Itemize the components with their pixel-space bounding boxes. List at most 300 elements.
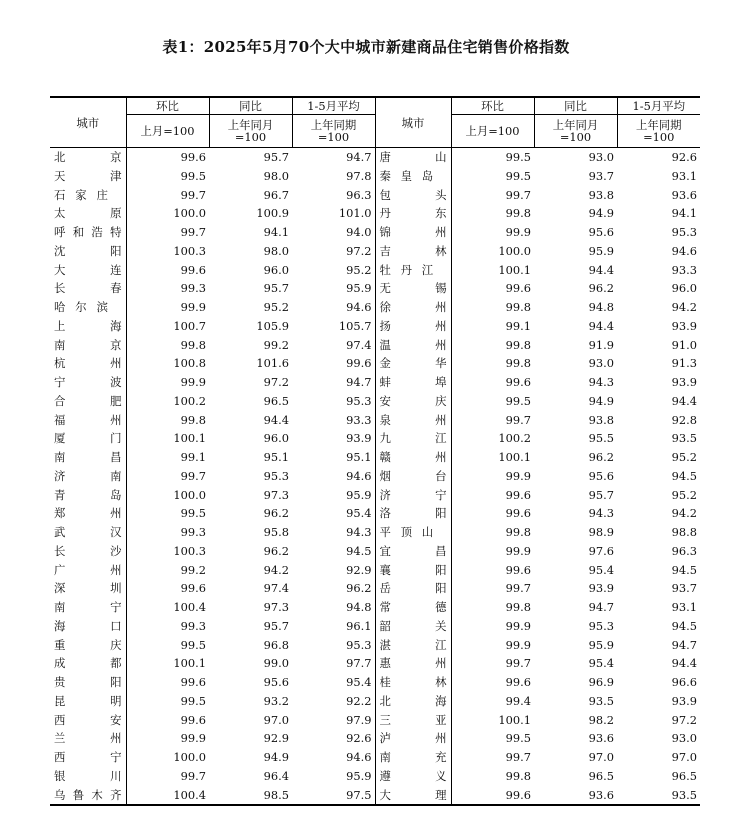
index-tb: 97.6 xyxy=(588,543,614,558)
index-avg: 92.8 xyxy=(671,412,697,427)
index-avg: 93.1 xyxy=(671,600,697,614)
table-row xyxy=(50,767,700,786)
city-name xyxy=(375,392,451,411)
header-tb-right: 同比 xyxy=(534,97,617,115)
index-avg: 92.2 xyxy=(292,692,375,711)
city-name xyxy=(375,148,451,167)
city-name-text: 温 州 xyxy=(379,337,447,352)
city-name-text: 合 肥 xyxy=(54,393,122,408)
city-name xyxy=(375,673,451,692)
index-hb: 99.9 xyxy=(451,542,534,561)
city-name xyxy=(50,767,126,786)
city-name xyxy=(50,411,126,430)
index-hb: 100.1 xyxy=(451,711,534,730)
index-hb: 99.3 xyxy=(126,523,209,542)
city-name-text: 扬 州 xyxy=(379,318,447,333)
index-tb: 95.7 xyxy=(263,281,289,296)
city-name xyxy=(375,748,451,767)
index-avg: 94.7 xyxy=(671,637,697,652)
index-tb: 93.6 xyxy=(534,786,617,806)
header-avg-sub-right: 上年同期 =100 xyxy=(617,115,700,148)
table-body xyxy=(50,148,700,806)
index-avg: 92.6 xyxy=(671,150,697,164)
city-name xyxy=(375,636,451,655)
city-name xyxy=(375,186,451,205)
index-hb: 99.5 xyxy=(126,692,209,711)
city-name-text: 贵 阳 xyxy=(54,675,122,689)
index-tb: 95.9 xyxy=(588,243,614,258)
index-tb: 96.2 xyxy=(263,543,289,558)
index-avg: 97.2 xyxy=(292,242,375,261)
index-tb: 98.2 xyxy=(588,712,614,727)
index-tb: 95.9 xyxy=(588,637,614,652)
city-name-text: 泉 州 xyxy=(379,412,447,427)
city-name-text: 金 华 xyxy=(379,356,447,371)
index-avg: 94.7 xyxy=(292,148,375,167)
index-hb: 99.5 xyxy=(451,729,534,748)
index-tb: 93.0 xyxy=(588,150,614,164)
city-name xyxy=(375,167,451,186)
index-hb: 99.6 xyxy=(451,279,534,298)
index-avg: 94.4 xyxy=(671,393,697,408)
city-name xyxy=(375,204,451,223)
city-name xyxy=(50,448,126,467)
index-avg: 96.5 xyxy=(671,768,697,783)
index-hb: 99.7 xyxy=(126,467,209,486)
city-name-text: 长 沙 xyxy=(54,543,122,558)
city-name-text: 呼 和 浩 特 xyxy=(54,225,122,239)
city-name xyxy=(375,504,451,523)
city-name-text: 济 南 xyxy=(54,468,122,483)
city-name xyxy=(375,767,451,786)
index-hb: 99.8 xyxy=(451,336,534,355)
price-index-table xyxy=(50,96,700,806)
index-hb: 99.5 xyxy=(451,392,534,411)
index-tb: 95.3 xyxy=(263,468,289,483)
city-name xyxy=(50,673,126,692)
city-name xyxy=(375,561,451,580)
index-tb: 93.5 xyxy=(588,693,614,708)
city-name xyxy=(50,729,126,748)
index-tb: 95.7 xyxy=(263,150,289,164)
index-tb: 95.6 xyxy=(588,468,614,483)
index-avg: 91.3 xyxy=(671,356,697,371)
city-name xyxy=(50,467,126,486)
city-name xyxy=(50,561,126,580)
city-name xyxy=(50,242,126,261)
index-avg: 96.2 xyxy=(292,579,375,598)
index-avg: 94.6 xyxy=(292,298,375,317)
city-name xyxy=(375,617,451,636)
index-avg: 99.6 xyxy=(292,354,375,373)
city-name-text: 韶 关 xyxy=(379,618,447,633)
city-name-text: 宁 波 xyxy=(54,375,122,389)
index-tb: 93.6 xyxy=(588,731,614,746)
index-hb: 99.7 xyxy=(451,186,534,205)
index-tb: 94.3 xyxy=(588,375,614,389)
index-tb: 93.9 xyxy=(588,581,614,596)
index-hb: 100.0 xyxy=(126,486,209,505)
city-name xyxy=(375,542,451,561)
index-hb: 99.8 xyxy=(451,523,534,542)
city-name-text: 常 德 xyxy=(379,600,447,614)
index-hb: 99.4 xyxy=(451,692,534,711)
table-row xyxy=(50,692,700,711)
index-avg: 95.2 xyxy=(671,450,697,464)
header-hb-sub-left: 上月=100 xyxy=(126,115,209,148)
index-tb: 94.4 xyxy=(588,318,614,333)
table-row xyxy=(50,598,700,617)
index-tb: 94.1 xyxy=(263,225,289,239)
index-avg: 95.3 xyxy=(292,392,375,411)
table-row xyxy=(50,448,700,467)
index-tb: 95.2 xyxy=(263,300,289,314)
index-hb: 99.7 xyxy=(126,186,209,205)
index-avg: 95.9 xyxy=(292,279,375,298)
header-city-left: 城市 xyxy=(50,97,126,148)
index-avg: 94.8 xyxy=(292,598,375,617)
index-hb: 100.1 xyxy=(126,429,209,448)
city-name-text: 桂 林 xyxy=(379,675,447,689)
index-avg: 95.4 xyxy=(292,673,375,692)
index-tb: 97.4 xyxy=(263,581,289,596)
city-name xyxy=(50,692,126,711)
index-tb: 97.3 xyxy=(263,487,289,502)
index-tb: 97.2 xyxy=(263,375,289,389)
city-name-text: 昆 明 xyxy=(54,693,122,708)
city-name-text: 大 连 xyxy=(54,262,122,277)
city-name xyxy=(375,261,451,280)
header-city-right: 城市 xyxy=(375,97,451,148)
city-name xyxy=(375,317,451,336)
city-name-text: 南 宁 xyxy=(54,600,122,614)
city-name xyxy=(50,392,126,411)
index-hb: 99.8 xyxy=(451,767,534,786)
index-hb: 99.8 xyxy=(126,336,209,355)
index-avg: 92.9 xyxy=(292,561,375,580)
index-avg: 94.4 xyxy=(671,656,697,671)
index-hb: 99.5 xyxy=(126,636,209,655)
index-avg: 92.6 xyxy=(292,729,375,748)
index-tb: 97.0 xyxy=(263,712,289,727)
index-tb: 99.2 xyxy=(263,337,289,352)
city-name-text: 包 头 xyxy=(379,187,447,202)
index-hb: 99.8 xyxy=(451,598,534,617)
index-hb: 100.3 xyxy=(126,542,209,561)
table-row xyxy=(50,242,700,261)
city-name-text: 无 锡 xyxy=(379,281,447,296)
index-tb: 94.9 xyxy=(588,206,614,221)
index-tb: 98.9 xyxy=(588,525,614,539)
index-tb: 95.6 xyxy=(263,675,289,689)
city-name-text: 沈 阳 xyxy=(54,243,122,258)
index-avg: 93.3 xyxy=(292,411,375,430)
city-name xyxy=(375,411,451,430)
city-name xyxy=(375,692,451,711)
index-hb: 99.8 xyxy=(126,411,209,430)
city-name-text: 济 宁 xyxy=(379,487,447,502)
index-hb: 100.3 xyxy=(126,242,209,261)
city-name xyxy=(375,373,451,392)
index-hb: 99.6 xyxy=(126,579,209,598)
city-name xyxy=(375,579,451,598)
index-tb: 105.9 xyxy=(256,318,289,333)
index-avg: 95.9 xyxy=(292,486,375,505)
index-avg: 98.8 xyxy=(671,525,697,539)
city-name-text: 锦 州 xyxy=(379,225,447,239)
index-hb: 99.7 xyxy=(451,579,534,598)
index-avg: 96.3 xyxy=(292,186,375,205)
table-row xyxy=(50,429,700,448)
header-hb-right: 环比 xyxy=(451,97,534,115)
index-avg: 93.5 xyxy=(671,431,697,446)
index-tb: 95.8 xyxy=(263,525,289,539)
city-name xyxy=(50,598,126,617)
index-tb: 94.7 xyxy=(588,600,614,614)
city-name-text: 吉 林 xyxy=(379,243,447,258)
index-avg: 96.6 xyxy=(671,675,697,689)
index-avg: 97.7 xyxy=(292,654,375,673)
index-tb: 96.8 xyxy=(263,637,289,652)
city-name-text: 西 安 xyxy=(54,712,122,727)
city-name-text: 太 原 xyxy=(54,206,122,221)
index-hb: 99.2 xyxy=(126,561,209,580)
index-avg: 95.2 xyxy=(671,487,697,502)
index-hb: 99.9 xyxy=(451,223,534,242)
index-avg: 94.5 xyxy=(671,618,697,633)
index-tb: 96.5 xyxy=(263,393,289,408)
index-hb: 99.6 xyxy=(451,561,534,580)
index-avg: 97.8 xyxy=(292,167,375,186)
index-hb: 99.3 xyxy=(126,279,209,298)
index-hb: 99.5 xyxy=(126,504,209,523)
city-name-text: 丹 东 xyxy=(379,206,447,221)
city-name-text: 深 圳 xyxy=(54,581,122,596)
city-name xyxy=(375,298,451,317)
index-hb: 99.7 xyxy=(126,223,209,242)
index-tb: 94.4 xyxy=(263,412,289,427)
city-name xyxy=(375,711,451,730)
index-hb: 99.8 xyxy=(451,354,534,373)
header-avg-left: 1-5月平均 xyxy=(292,97,375,115)
city-name-text: 岳 阳 xyxy=(379,581,447,596)
table-row xyxy=(50,636,700,655)
index-avg: 94.2 xyxy=(671,506,697,521)
index-tb: 93.7 xyxy=(588,168,614,183)
index-avg: 95.1 xyxy=(292,448,375,467)
table-row xyxy=(50,748,700,767)
city-name xyxy=(375,523,451,542)
city-name xyxy=(50,336,126,355)
index-hb: 99.6 xyxy=(126,711,209,730)
header-hb-sub-right: 上月=100 xyxy=(451,115,534,148)
table-row xyxy=(50,411,700,430)
table-row xyxy=(50,373,700,392)
city-name xyxy=(50,317,126,336)
index-tb: 96.0 xyxy=(263,431,289,446)
index-avg: 97.5 xyxy=(292,786,375,806)
city-name-text: 南 昌 xyxy=(54,450,122,464)
index-hb: 100.4 xyxy=(126,598,209,617)
city-name-text: 武 汉 xyxy=(54,525,122,539)
index-hb: 99.6 xyxy=(451,786,534,806)
city-name-text: 惠 州 xyxy=(379,656,447,671)
table-row xyxy=(50,523,700,542)
index-avg: 96.1 xyxy=(292,617,375,636)
index-avg: 94.0 xyxy=(292,223,375,242)
header-tb-left: 同比 xyxy=(209,97,292,115)
index-hb: 100.0 xyxy=(126,748,209,767)
index-avg: 105.7 xyxy=(292,317,375,336)
index-hb: 99.9 xyxy=(126,373,209,392)
table-row xyxy=(50,167,700,186)
index-avg: 91.0 xyxy=(671,337,697,352)
index-tb: 100.9 xyxy=(256,206,289,221)
index-tb: 94.9 xyxy=(588,393,614,408)
header-tb-sub-right: 上年同月 =100 xyxy=(534,115,617,148)
index-avg: 93.9 xyxy=(671,693,697,708)
city-name-text: 牡 丹 江 xyxy=(379,262,434,277)
header-avg-right: 1-5月平均 xyxy=(617,97,700,115)
index-avg: 93.9 xyxy=(671,375,697,389)
table-row xyxy=(50,261,700,280)
city-name-text: 乌 鲁 木 齐 xyxy=(54,787,122,802)
city-name-text: 郑 州 xyxy=(54,506,122,521)
city-name-text: 宜 昌 xyxy=(379,543,447,558)
index-avg: 97.4 xyxy=(292,336,375,355)
table-row xyxy=(50,542,700,561)
city-name-text: 大 理 xyxy=(379,787,447,802)
index-tb: 98.5 xyxy=(209,786,292,806)
index-tb: 96.2 xyxy=(588,281,614,296)
city-name xyxy=(50,711,126,730)
city-name xyxy=(50,279,126,298)
index-avg: 93.5 xyxy=(617,786,700,806)
index-avg: 93.3 xyxy=(671,262,697,277)
table-row xyxy=(50,786,700,806)
city-name xyxy=(375,729,451,748)
city-name-text: 赣 州 xyxy=(379,450,447,464)
city-name xyxy=(50,523,126,542)
city-name-text: 安 庆 xyxy=(379,393,447,408)
index-hb: 99.7 xyxy=(126,767,209,786)
city-name-text: 洛 阳 xyxy=(379,506,447,521)
index-tb: 98.0 xyxy=(263,168,289,183)
index-tb: 91.9 xyxy=(588,337,614,352)
index-tb: 95.1 xyxy=(263,450,289,464)
city-name xyxy=(375,242,451,261)
index-hb: 99.7 xyxy=(451,411,534,430)
index-avg: 97.9 xyxy=(292,711,375,730)
index-tb: 99.0 xyxy=(263,656,289,671)
city-name-text: 泸 州 xyxy=(379,731,447,746)
city-name-text: 上 海 xyxy=(54,318,122,333)
index-hb: 100.0 xyxy=(451,242,534,261)
index-hb: 99.9 xyxy=(451,636,534,655)
city-name-text: 长 春 xyxy=(54,281,122,296)
city-name-text: 三 亚 xyxy=(379,712,447,727)
city-name-text: 唐 山 xyxy=(379,150,447,164)
index-tb: 96.5 xyxy=(588,768,614,783)
table-row xyxy=(50,729,700,748)
city-name xyxy=(50,298,126,317)
index-avg: 97.2 xyxy=(671,712,697,727)
index-hb: 99.9 xyxy=(451,617,534,636)
index-avg: 96.3 xyxy=(671,543,697,558)
index-hb: 99.1 xyxy=(126,448,209,467)
table-row xyxy=(50,673,700,692)
city-name xyxy=(375,654,451,673)
index-hb: 99.5 xyxy=(126,167,209,186)
index-avg: 95.9 xyxy=(292,767,375,786)
city-name-text: 石 家 庄 xyxy=(54,187,108,202)
city-name-text: 银 川 xyxy=(54,768,122,783)
index-avg: 93.0 xyxy=(671,731,697,746)
index-hb: 100.4 xyxy=(126,786,209,806)
index-avg: 94.2 xyxy=(671,300,697,314)
index-hb: 99.6 xyxy=(126,148,209,167)
city-name-text: 北 海 xyxy=(379,693,447,708)
city-name xyxy=(375,786,451,806)
city-name xyxy=(375,354,451,373)
index-hb: 100.0 xyxy=(126,204,209,223)
city-name xyxy=(50,636,126,655)
index-hb: 99.8 xyxy=(451,298,534,317)
index-tb: 95.7 xyxy=(263,618,289,633)
index-avg: 94.6 xyxy=(671,243,697,258)
index-avg: 94.1 xyxy=(671,206,697,221)
index-tb: 93.0 xyxy=(588,356,614,371)
city-name-text: 南 京 xyxy=(54,337,122,352)
city-name-text: 蚌 埠 xyxy=(379,375,447,389)
index-avg: 95.3 xyxy=(292,636,375,655)
city-name-text: 重 庆 xyxy=(54,637,122,652)
city-name-text: 西 宁 xyxy=(54,750,122,764)
index-tb: 93.8 xyxy=(588,412,614,427)
city-name xyxy=(50,148,126,167)
city-name-text: 徐 州 xyxy=(379,300,447,314)
index-avg: 101.0 xyxy=(292,204,375,223)
index-avg: 94.7 xyxy=(292,373,375,392)
index-tb: 95.5 xyxy=(588,431,614,446)
index-avg: 93.7 xyxy=(671,581,697,596)
city-name xyxy=(375,467,451,486)
city-name xyxy=(375,598,451,617)
index-tb: 93.8 xyxy=(588,187,614,202)
index-tb: 96.2 xyxy=(588,450,614,464)
city-name xyxy=(375,279,451,298)
city-name xyxy=(375,486,451,505)
city-name-text: 北 京 xyxy=(54,150,122,164)
table-row xyxy=(50,223,700,242)
index-avg: 94.5 xyxy=(292,542,375,561)
table-row xyxy=(50,186,700,205)
index-hb: 100.1 xyxy=(451,261,534,280)
index-avg: 94.5 xyxy=(671,562,697,577)
table-row xyxy=(50,504,700,523)
city-name-text: 平 顶 山 xyxy=(379,525,434,539)
city-name xyxy=(50,204,126,223)
index-hb: 99.9 xyxy=(451,467,534,486)
index-hb: 99.7 xyxy=(451,654,534,673)
index-avg: 95.3 xyxy=(671,225,697,239)
city-name-text: 海 口 xyxy=(54,618,122,633)
header-tb-sub-left: 上年同月 =100 xyxy=(209,115,292,148)
city-name-text: 襄 阳 xyxy=(379,562,447,577)
city-name xyxy=(375,429,451,448)
city-name-text: 福 州 xyxy=(54,412,122,427)
city-name-text: 厦 门 xyxy=(54,431,122,446)
